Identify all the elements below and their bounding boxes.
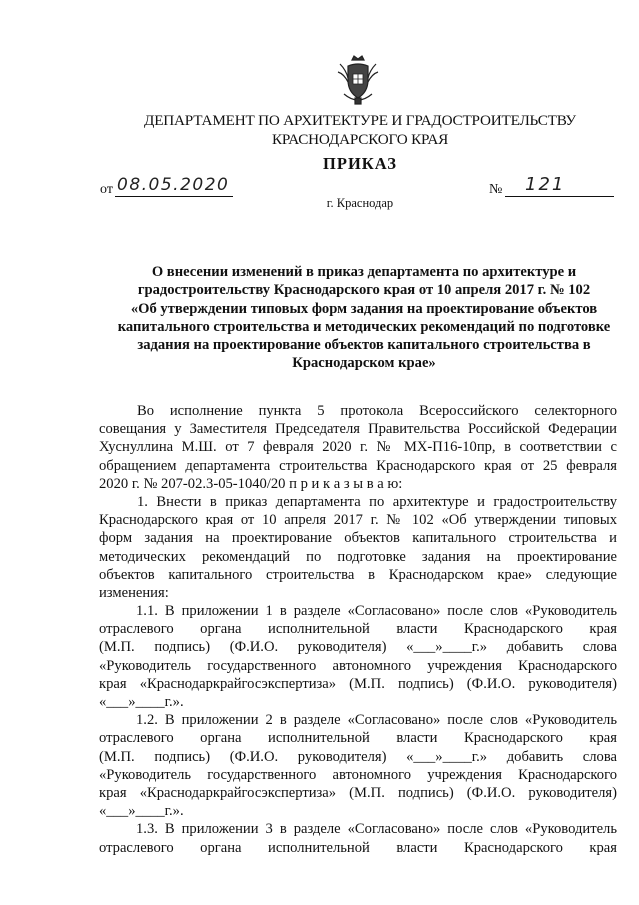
number-prefix: № (489, 182, 503, 197)
body-line: (М.П. подпись) (Ф.И.О. руководителя) «___»____г.» добавить слова (99, 639, 617, 656)
body-line: «___»____г.». (99, 803, 184, 820)
body-line: форм задания на проектирование объектов капитального строительства и (99, 530, 617, 547)
heading-line: градостроительству Краснодарского края от 10 апреля 2017 г. № 102 (137, 282, 591, 299)
coat-of-arms-emblem (336, 54, 380, 108)
body-line: Во исполнение пункта 5 протокола Всероссийского селекторного (137, 403, 617, 419)
heading-line: «Об утверждении типовых форм задания на проектирование объектов (130, 300, 598, 317)
body-line: отраслевого органа исполнительной власти Краснодарского края (99, 730, 617, 747)
order-number-handwritten: 121 (525, 174, 566, 195)
body-line: края «Краснодаркрайгосэкспертиза» (М.П. подпись) (Ф.И.О. руководителя) (99, 784, 617, 801)
body-line: Хуснуллина М.Ш. от 7 февраля 2020 г. № МХ-П16-10пр, в соответствии с (99, 439, 617, 456)
body-line: 1.1. В приложении 1 в разделе «Согласовано» после слов «Руководитель (136, 603, 617, 620)
heading-line: задания на проектирование объектов капитального строительства в (137, 337, 591, 354)
body-line: (М.П. подпись) (Ф.И.О. руководителя) «___»____г.» добавить слова (99, 748, 617, 765)
body-line: «Руководитель государственного автономного учреждения Краснодарского (99, 766, 617, 783)
body-line: изменения: (99, 584, 169, 601)
body-line: Краснодарского края от 10 апреля 2017 г. № 102 «Об утверждении типовых (99, 512, 617, 529)
heading-line: Краснодарском крае» (292, 355, 436, 372)
body-line: края «Краснодаркрайгосэкспертиза» (М.П. подпись) (Ф.И.О. руководителя) (99, 675, 617, 692)
body-line: 1.2. В приложении 2 в разделе «Согласовано» после слов «Руководитель (136, 712, 617, 729)
body-line: 1. Внести в приказ департамента по архитектуре и градостроительству (137, 493, 617, 510)
body-line: совещания у Заместителя Председателя Правительства Российской Федерации (99, 421, 617, 438)
city-label: г. Краснодар (326, 196, 394, 210)
department-name-line1: ДЕПАРТАМЕНТ ПО АРХИТЕКТУРЕ И ГРАДОСТРОИТЕЛЬСТВУ (144, 112, 576, 129)
body-line: «Руководитель государственного автономного учреждения Краснодарского (99, 657, 617, 674)
body-line: обращением департамента строительства Краснодарского края от 25 февраля (99, 457, 617, 474)
body-line: объектов капитального строительства в Краснодарском крае» следующие (99, 566, 617, 583)
body-line: 2020 г. № 207-02.3-05-1040/20 п р и к а з ы в а ю: (99, 475, 403, 492)
body-line: отраслевого органа исполнительной власти Краснодарского края (99, 839, 617, 856)
body-line: отраслевого органа исполнительной власти Краснодарского края (99, 621, 617, 638)
order-body (99, 402, 617, 857)
order-heading (110, 263, 618, 373)
department-name-line2: КРАСНОДАРСКОГО КРАЯ (271, 131, 449, 148)
body-line: 1.3. В приложении 3 в разделе «Согласовано» после слов «Руководитель (136, 821, 617, 838)
order-date-handwritten: 08.05.2020 (117, 175, 230, 195)
heading-line: О внесении изменений в приказ департамента по архитектуре и (151, 264, 577, 280)
order-title: ПРИКАЗ (323, 154, 397, 173)
date-prefix: от (100, 182, 113, 197)
body-line: «___»____г.». (99, 694, 184, 710)
heading-line: капитального строительства и методических рекомендаций по подготовке (117, 318, 611, 335)
body-line: методических рекомендаций по подготовке задания на проектирование (99, 548, 617, 565)
